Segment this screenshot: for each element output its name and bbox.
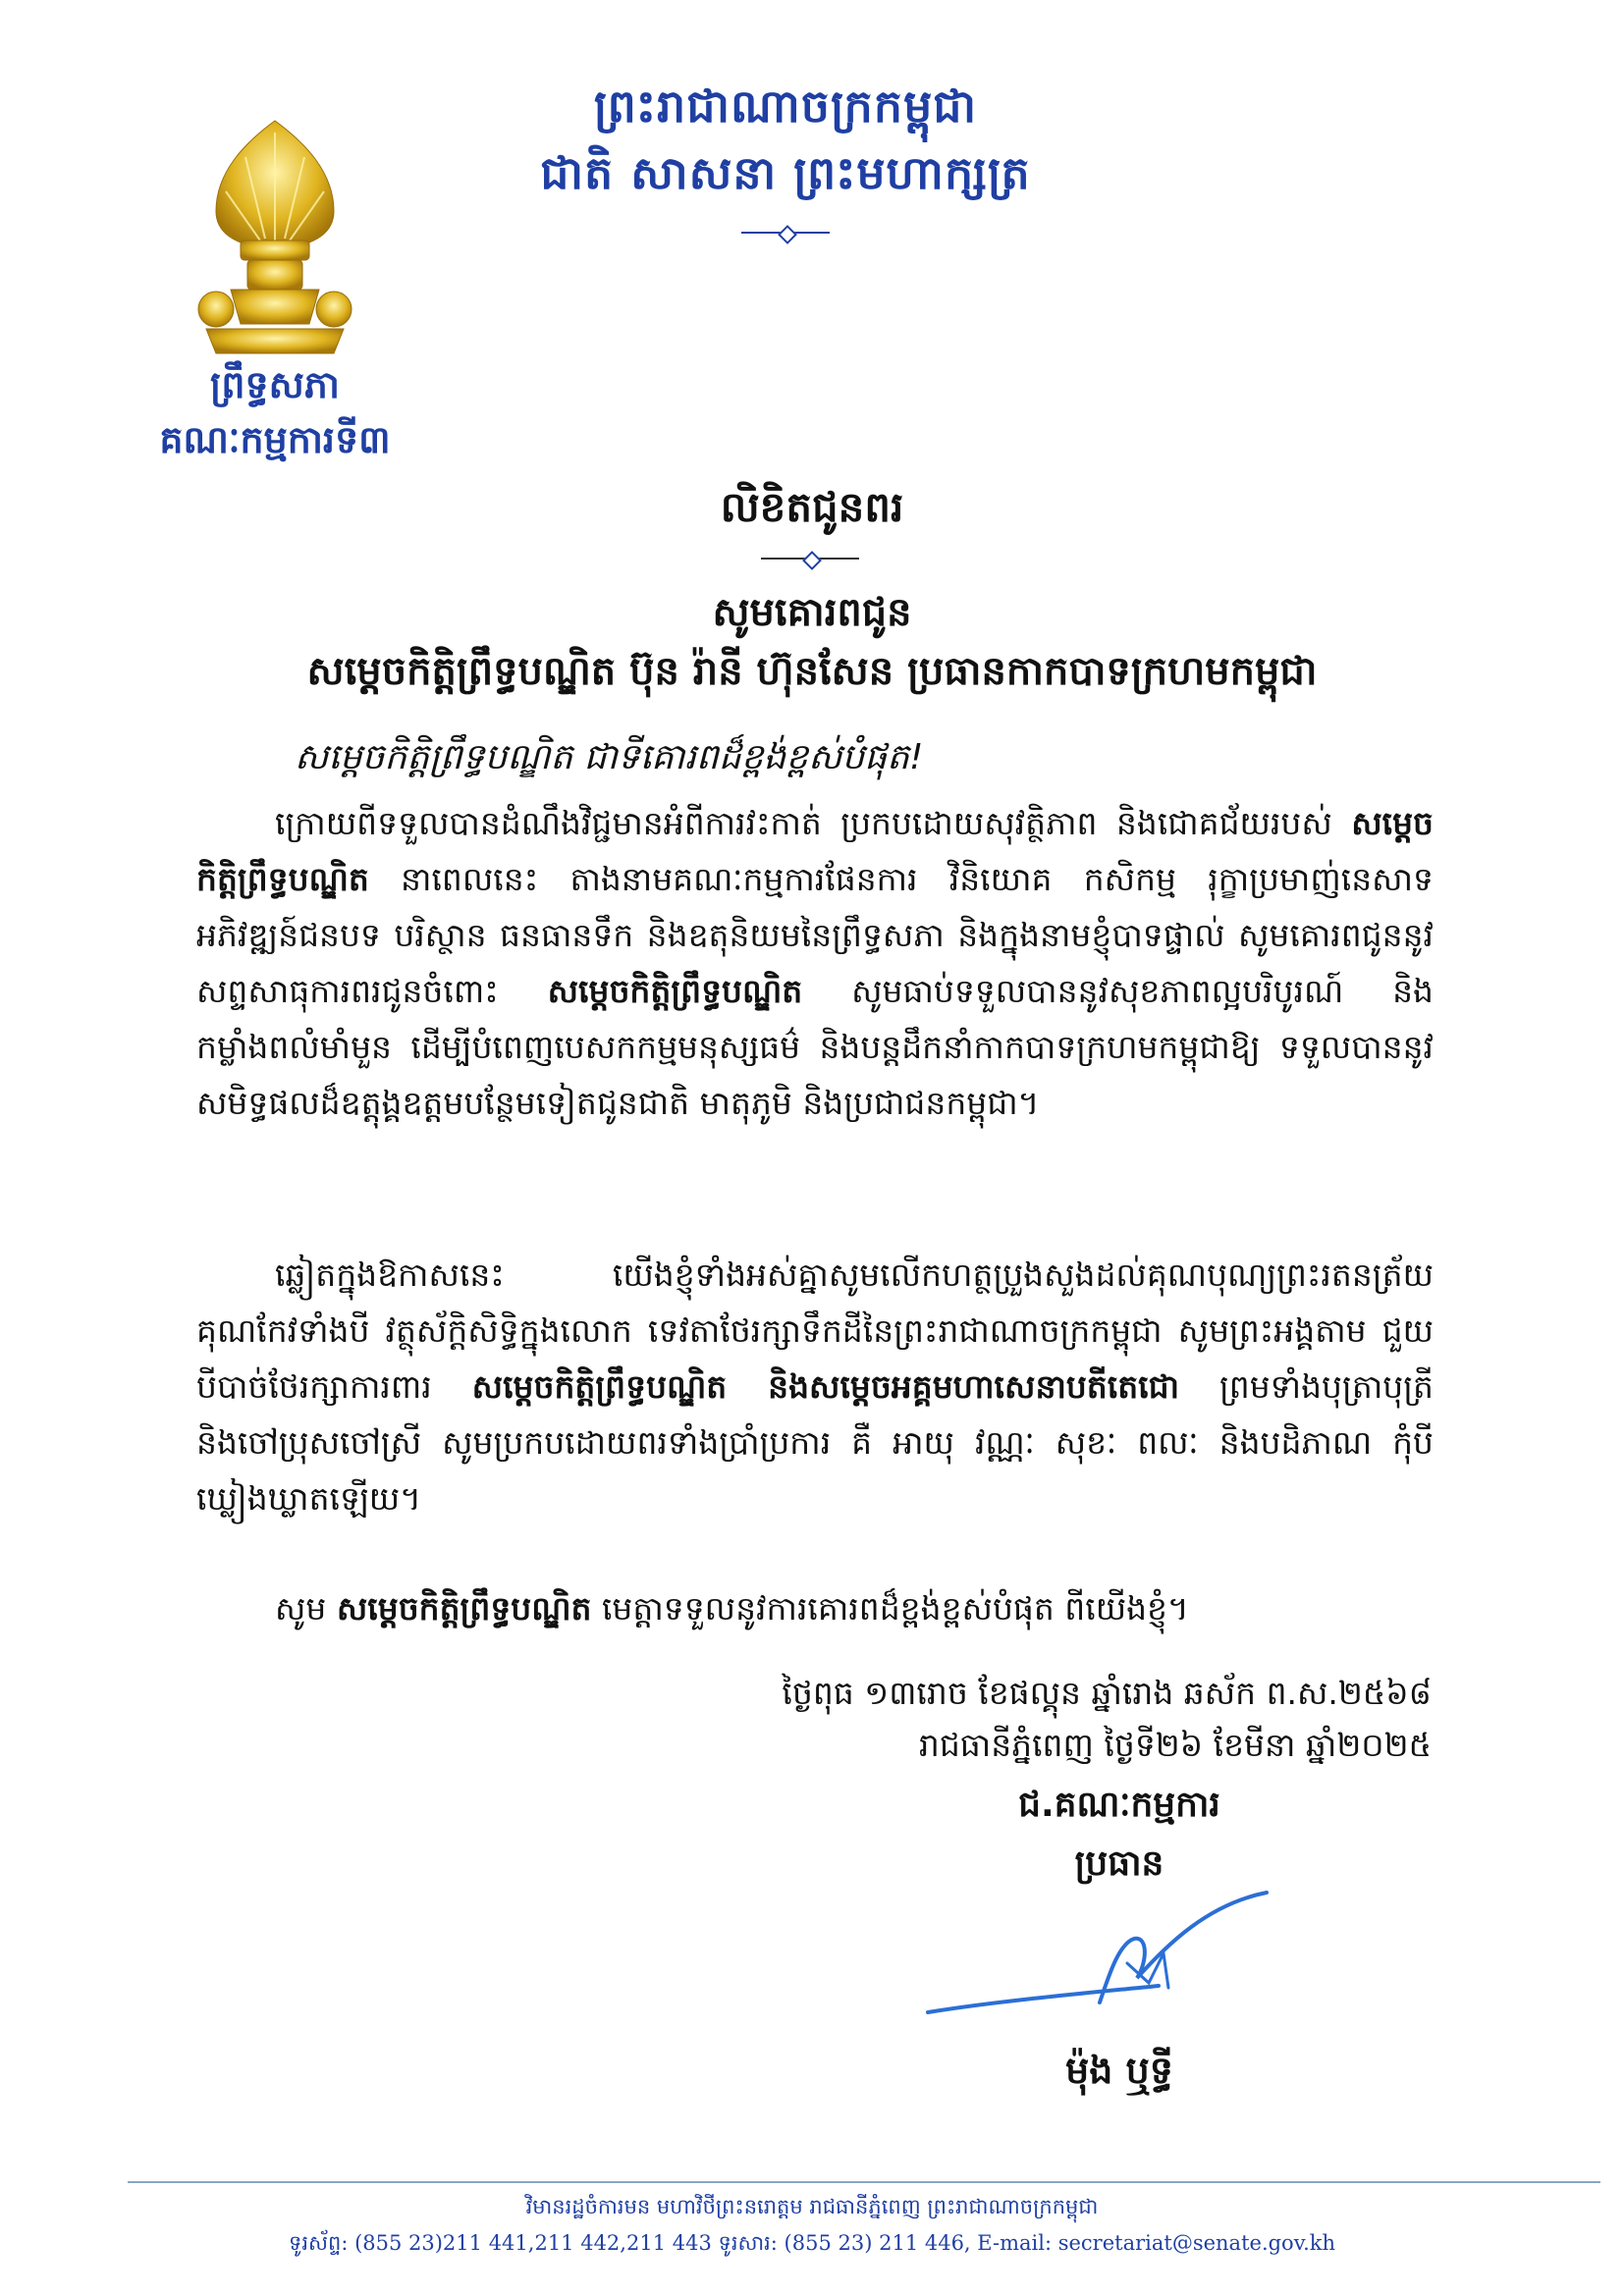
signature-scribble [923, 1885, 1276, 2022]
salutation: សូមគោរពជូន [712, 590, 912, 635]
greeting: សម្ដេចកិត្តិព្រឹទ្ធបណ្ឌិត ជាទីគោរពដ៏ខ្ពង់ខ្ពស់បំផុត! [295, 737, 924, 777]
honorific-bold: សម្ដេចកិត្តិព្រឹទ្ធបណ្ឌិត [336, 1589, 592, 1628]
honorific-bold: សម្ដេចកិត្តិព្រឹទ្ធបណ្ឌិត [547, 972, 803, 1010]
footer-address: វិមានរដ្ឋចំការមន មហាវិថីព្រះនរោត្តម រាជធានីភ្នំពេញ ព្រះរាជាណាចក្រកម្ពុជា [525, 2195, 1099, 2218]
addressee: សម្ដេចកិត្តិព្រឹទ្ធបណ្ឌិត ប៊ុន រ៉ានី ហ៊ុនសែន ប្រធានកាកបាទក្រហមកម្ពុជា [306, 649, 1318, 694]
national-motto: ជាតិ សាសនា ព្រះមហាក្សត្រ [540, 146, 1031, 199]
header-divider [741, 232, 830, 234]
honorific-bold: សម្ដេចកិត្តិព្រឹទ្ធបណ្ឌិត [196, 804, 1434, 898]
footer-contact: ទូរស័ព្ទ: (855 23)211 441,211 442,211 443 ទូរសារ: (855 23) 211 446, E-mail: secretariat@senate.gov.kh [289, 2231, 1335, 2255]
emblem-icon [187, 113, 363, 358]
role-label: ប្រធាន [1074, 1843, 1164, 1884]
paragraph-2: ឆ្លៀតក្នុងឱកាសនេះ យើងខ្ញុំទាំងអស់គ្នាសូមលើកហត្ថប្រួងសួងដល់គុណបុណ្យព្រះរតនត្រ័យ គុណកែវទាំងបី វត្ថុស័ក្តិសិទ្ធិក្នុងលោក ទេវតាថែរក្សាទឹកដីនៃព្រះរាជាណាចក្រកម្ពុជា សូមព្រះអង្គតាម ជួយបីបាច់ថែរក្សាការពារ សម្ដេចកិត្តិព្រឹទ្ធបណ្ឌិត និងសម្ដេចអគ្គមហាសេនាបតីតេជោ ព្រមទាំងបុត្រាបុត្រី និងចៅប្រុសចៅស្រី សូមប្រកបដោយពរទាំងប្រាំប្រការ គឺ អាយុ វណ្ណៈ សុខៈ ពលៈ និងបដិភាណ កុំបីឃ្លៀងឃ្លាតឡើយ។ [196, 1255, 1434, 1518]
commission-name: គណៈកម្មការទី៣ [159, 418, 391, 461]
honorific-bold: សម្ដេចកិត្តិព្រឹទ្ធបណ្ឌិត និងសម្ដេចអគ្គមហាសេនាបតីតេជោ [471, 1367, 1180, 1406]
date-solar: រាជធានីភ្នំពេញ ថ្ងៃទី២៦ ខែមីនា ឆ្នាំ២០២៥ [918, 1726, 1432, 1764]
senate-emblem [187, 113, 363, 358]
paragraph-1: ក្រោយពីទទួលបានដំណឹងវិជ្ជមានអំពីការវះកាត់ ប្រកបដោយសុវត្ថិភាព និងជោគជ័យរបស់ សម្ដេចកិត្តិព្រឹទ្ធបណ្ឌិត នាពេលនេះ តាងនាមគណៈកម្មការផែនការ វិនិយោគ កសិកម្ម រុក្ខាប្រមាញ់នេសាទ អភិវឌ្ឍន៍ជនបទ បរិស្ថាន ធនធានទឹក និងឧតុនិយមនៃព្រឹទ្ធសភា និងក្នុងនាមខ្ញុំបាទផ្ទាល់ សូមគោរពជូននូវសព្ទសាធុការពរជូនចំពោះ សម្ដេចកិត្តិព្រឹទ្ធបណ្ឌិត សូមធាប់ទទួលបាននូវសុខភាពល្អបរិបូរណ៍ និងកម្លាំងពលំមាំមួន ដើម្បីបំពេញបេសកកម្មមនុស្សធម៌ និងបន្តដឹកនាំកាកបាទក្រហមកម្ពុជាឱ្យ ទទួលបាននូវសមិទ្ធផលដ៏ឧត្តុង្គឧត្តមបន្ថែមទៀតជូនជាតិ មាតុភូមិ និងប្រជាជនកម្ពុជា។ [196, 804, 1434, 1122]
on-behalf-label: ជ.គណៈកម្មការ [1018, 1785, 1220, 1825]
signer-name: ម៉ុង ឬទ្ធី [1065, 2049, 1173, 2092]
title-divider [761, 558, 859, 560]
date-lunar: ថ្ងៃពុធ ១៣រោច ខែផល្គុន ឆ្នាំរោង ឆស័ក ព.ស.២៥៦៨ [782, 1674, 1432, 1712]
kingdom-name: ព្រះរាជាណាចក្រកម្ពុជា [593, 80, 978, 133]
org-name: ព្រឹទ្ធសភា [210, 363, 340, 406]
paragraph-3: សូម សម្ដេចកិត្តិព្រឹទ្ធបណ្ឌិត មេត្តាទទួលនូវការគោរពដ៏ខ្ពង់ខ្ពស់បំផុត ពីយើងខ្ញុំ។ [275, 1589, 1189, 1628]
footer-divider [128, 2181, 1600, 2183]
document-title: លិខិតជូនពរ [720, 483, 904, 531]
